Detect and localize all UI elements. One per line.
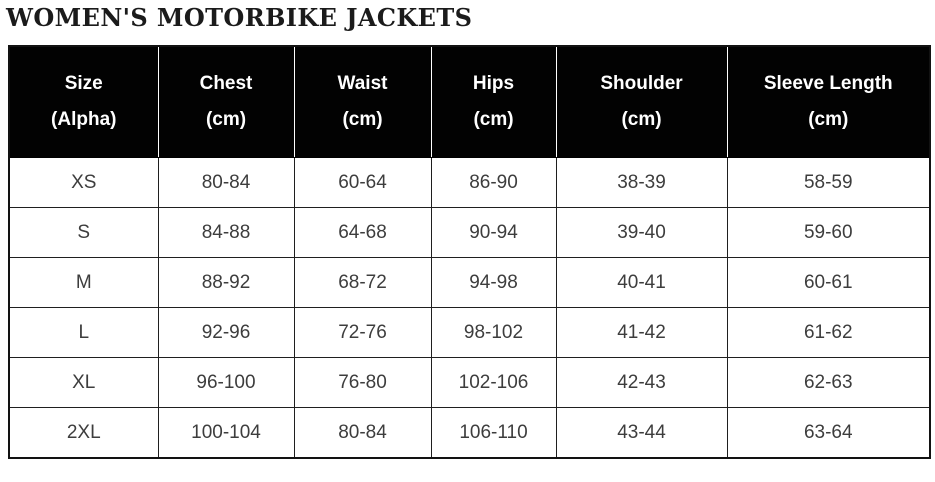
measurement-cell: 68-72 (294, 258, 431, 308)
header-cell-hips (431, 46, 556, 158)
header-cell-waist (294, 46, 431, 158)
measurement-cell: 84-88 (158, 208, 294, 258)
size-cell: S (9, 208, 158, 258)
measurement-cell: 106-110 (431, 408, 556, 459)
table-row (9, 308, 930, 358)
measurement-cell: 76-80 (294, 358, 431, 408)
header-unit-label: (cm) (473, 109, 514, 130)
header-label: Waist (337, 73, 388, 94)
header-unit-label: (cm) (621, 109, 662, 130)
header-unit-label: (Alpha) (51, 109, 117, 130)
measurement-cell: 40-41 (556, 258, 727, 308)
measurement-cell: 58-59 (727, 158, 930, 208)
header-unit-label: (cm) (205, 109, 247, 130)
measurement-cell: 42-43 (556, 358, 727, 408)
header-cell-sleeve-length (727, 46, 930, 158)
measurement-cell: 60-61 (727, 258, 930, 308)
table-row (9, 158, 930, 208)
measurement-cell: 96-100 (158, 358, 294, 408)
measurement-cell: 72-76 (294, 308, 431, 358)
page-title: WOMEN'S MOTORBIKE JACKETS (6, 3, 473, 32)
header-unit-label: (cm) (342, 109, 383, 130)
measurement-cell: 61-62 (727, 308, 930, 358)
measurement-cell: 102-106 (431, 358, 556, 408)
measurement-cell: 38-39 (556, 158, 727, 208)
measurement-cell: 63-64 (727, 408, 930, 459)
header-label: Hips (472, 73, 515, 94)
measurement-cell: 59-60 (727, 208, 930, 258)
table-row (9, 208, 930, 258)
measurement-cell: 41-42 (556, 308, 727, 358)
header-cell-shoulder (556, 46, 727, 158)
measurement-cell: 43-44 (556, 408, 727, 459)
size-cell: XS (9, 158, 158, 208)
measurement-cell: 62-63 (727, 358, 930, 408)
size-cell: XL (9, 358, 158, 408)
header-cell-size (9, 46, 158, 158)
header-label: Size (64, 73, 103, 94)
measurement-cell: 90-94 (431, 208, 556, 258)
table-row (9, 408, 930, 459)
size-cell: L (9, 308, 158, 358)
measurement-cell: 39-40 (556, 208, 727, 258)
measurement-cell: 88-92 (158, 258, 294, 308)
table-row (9, 258, 930, 308)
table-row (9, 358, 930, 408)
header-unit-label: (cm) (808, 109, 849, 130)
header-label: Chest (199, 73, 253, 94)
size-chart-header (9, 46, 930, 158)
size-cell: M (9, 258, 158, 308)
measurement-cell: 98-102 (431, 308, 556, 358)
measurement-cell: 94-98 (431, 258, 556, 308)
measurement-cell: 64-68 (294, 208, 431, 258)
header-cell-chest (158, 46, 294, 158)
size-cell: 2XL (9, 408, 158, 459)
size-chart-table (8, 45, 931, 459)
header-label: Shoulder (600, 73, 683, 94)
measurement-cell: 86-90 (431, 158, 556, 208)
measurement-cell: 100-104 (158, 408, 294, 459)
size-chart-body (9, 158, 930, 459)
header-label: Sleeve Length (763, 73, 893, 94)
measurement-cell: 92-96 (158, 308, 294, 358)
measurement-cell: 60-64 (294, 158, 431, 208)
measurement-cell: 80-84 (294, 408, 431, 459)
header-row (9, 46, 930, 158)
measurement-cell: 80-84 (158, 158, 294, 208)
